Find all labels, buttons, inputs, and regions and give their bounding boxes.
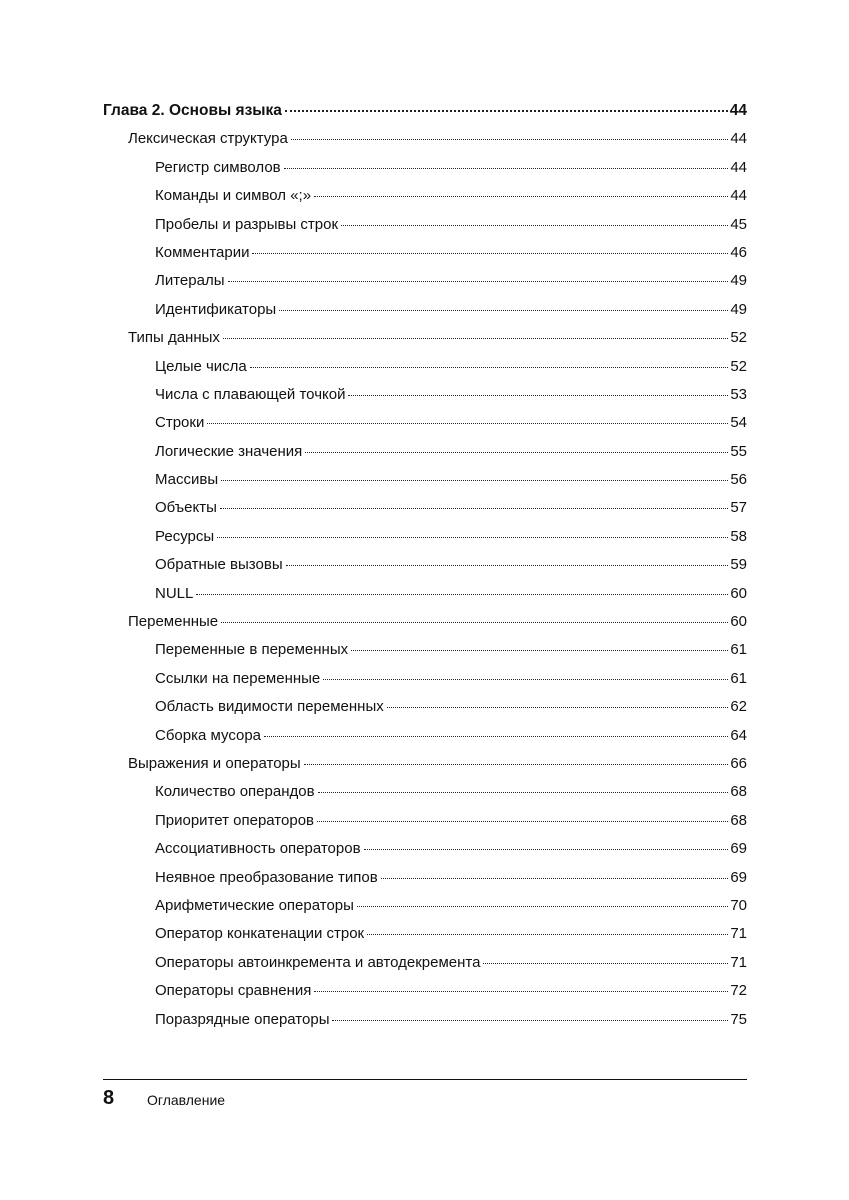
dot-leader [250, 367, 729, 368]
dot-leader [348, 395, 728, 396]
toc-entry-page: 49 [730, 300, 747, 318]
toc-entry-page: 64 [730, 726, 747, 744]
toc-subsection-entry[interactable] [103, 778, 747, 806]
toc-entry-title: Глава 2. Основы языка [103, 102, 282, 119]
toc-entry-page: 53 [730, 385, 747, 403]
toc-entry-title: Область видимости переменных [155, 698, 384, 716]
toc-subsection-entry[interactable] [103, 949, 747, 977]
toc-entry-title: Поразрядные операторы [155, 1010, 330, 1028]
dot-leader [317, 821, 728, 822]
toc-subsection-entry[interactable] [103, 409, 747, 437]
toc-entry-title: Арифметические операторы [155, 896, 354, 914]
dot-leader [279, 310, 728, 311]
toc-entry-page: 49 [730, 272, 747, 290]
toc-entry-page: 54 [730, 414, 747, 432]
toc-subsection-entry[interactable] [103, 892, 747, 920]
toc-entry-page: 61 [730, 669, 747, 687]
toc-entry-title: NULL [155, 584, 194, 602]
toc-entry-page: 71 [730, 925, 747, 943]
toc-entry-page: 75 [730, 1010, 747, 1028]
toc-subsection-entry[interactable] [103, 494, 747, 522]
toc-entry-title: Выражения и операторы [128, 754, 301, 772]
toc-entry-page: 68 [730, 783, 747, 801]
toc-entry-page: 69 [730, 840, 747, 858]
toc-subsection-entry[interactable] [103, 693, 747, 721]
toc-entry-title: Литералы [155, 272, 225, 290]
toc-entry-title: Переменные в переменных [155, 641, 349, 659]
dot-leader [351, 650, 728, 651]
toc-entry-page: 46 [730, 243, 747, 261]
dot-leader [284, 168, 729, 169]
toc-subsection-entry[interactable] [103, 211, 747, 239]
toc-entry-title: Целые числа [155, 357, 247, 375]
dot-leader [221, 622, 728, 623]
dot-leader [318, 792, 729, 793]
dot-leader [285, 110, 728, 112]
toc-subsection-entry[interactable] [103, 438, 747, 466]
dot-leader [341, 225, 728, 226]
dot-leader [323, 679, 728, 680]
toc-entry-title: Приоритет операторов [155, 811, 315, 829]
toc-entry-title: Оператор конкатенации строк [155, 925, 365, 943]
toc-entry-title: Ассоциативность операторов [155, 840, 361, 858]
toc-entry-page: 44 [730, 130, 747, 148]
toc-entry-page: 60 [730, 613, 747, 631]
toc-entry-page: 62 [730, 698, 747, 716]
footer-divider [103, 1079, 747, 1080]
dot-leader [304, 764, 729, 765]
toc-entry-page: 44 [730, 187, 747, 205]
toc-subsection-entry[interactable] [103, 835, 747, 863]
toc-entry-title: Регистр символов [155, 158, 281, 176]
footer-page-number: 8 [103, 1087, 115, 1109]
toc-entry-title: Массивы [155, 471, 219, 489]
toc-subsection-entry[interactable] [103, 296, 747, 324]
dot-leader [314, 196, 728, 197]
toc-subsection-entry[interactable] [103, 1006, 747, 1034]
toc-entry-page: 66 [730, 754, 747, 772]
dot-leader [217, 537, 728, 538]
dot-leader [357, 906, 728, 907]
toc-entry-page: 59 [730, 556, 747, 574]
toc-entry-title: Строки [155, 414, 205, 432]
toc-entry-title: Неявное преобразование типов [155, 868, 378, 886]
toc-entry-title: Ссылки на переменные [155, 669, 321, 687]
toc-subsection-entry[interactable] [103, 154, 747, 182]
toc-entry-title: Числа с плавающей точкой [155, 385, 346, 403]
toc-subsection-entry[interactable] [103, 182, 747, 210]
toc-entry-page: 61 [730, 641, 747, 659]
toc-subsection-entry[interactable] [103, 466, 747, 494]
toc-subsection-entry[interactable] [103, 665, 747, 693]
footer-section-label: Оглавление [147, 1092, 226, 1108]
toc-entry-title: Операторы автоинкремента и автодекремента [155, 953, 481, 971]
dot-leader [286, 565, 729, 566]
toc-subsection-entry[interactable] [103, 977, 747, 1005]
toc-entry-page: 45 [730, 215, 747, 233]
toc-section-entry[interactable] [103, 608, 747, 636]
dot-leader [291, 139, 729, 140]
toc-subsection-entry[interactable] [103, 864, 747, 892]
toc-chapter-entry[interactable] [103, 97, 747, 125]
dot-leader [364, 849, 729, 850]
toc-subsection-entry[interactable] [103, 239, 747, 267]
toc-entry-page: 56 [730, 471, 747, 489]
dot-leader [387, 707, 729, 708]
toc-entry-page: 52 [730, 329, 747, 347]
toc-entry-page: 58 [730, 527, 747, 545]
toc-entry-title: Комментарии [155, 243, 250, 261]
toc-entry-title: Пробелы и разрывы строк [155, 215, 339, 233]
dot-leader [252, 253, 728, 254]
toc-entry-title: Операторы сравнения [155, 982, 312, 1000]
toc-entry-title: Переменные [128, 613, 219, 631]
toc-entry-title: Идентификаторы [155, 300, 277, 318]
dot-leader [223, 338, 728, 339]
toc-entry-page: 70 [730, 896, 747, 914]
toc-subsection-entry[interactable] [103, 551, 747, 579]
table-of-contents [103, 97, 747, 1034]
dot-leader [196, 594, 728, 595]
toc-entry-page: 60 [730, 584, 747, 602]
toc-subsection-entry[interactable] [103, 523, 747, 551]
toc-entry-page: 44 [729, 102, 747, 119]
toc-entry-title: Команды и символ «;» [155, 187, 312, 205]
toc-entry-title: Логические значения [155, 442, 303, 460]
toc-entry-page: 57 [730, 499, 747, 517]
dot-leader [305, 452, 728, 453]
toc-subsection-entry[interactable] [103, 722, 747, 750]
toc-subsection-entry[interactable] [103, 381, 747, 409]
dot-leader [332, 1020, 728, 1021]
dot-leader [220, 508, 728, 509]
toc-entry-title: Объекты [155, 499, 217, 517]
dot-leader [381, 878, 729, 879]
toc-entry-title: Типы данных [128, 329, 220, 347]
toc-entry-title: Сборка мусора [155, 726, 262, 744]
toc-entry-page: 44 [730, 158, 747, 176]
toc-section-entry[interactable] [103, 125, 747, 153]
toc-entry-page: 69 [730, 868, 747, 886]
dot-leader [264, 736, 728, 737]
dot-leader [483, 963, 728, 964]
dot-leader [228, 281, 729, 282]
dot-leader [367, 934, 728, 935]
dot-leader [314, 991, 728, 992]
toc-subsection-entry[interactable] [103, 920, 747, 948]
toc-subsection-entry[interactable] [103, 353, 747, 381]
dot-leader [221, 480, 728, 481]
toc-subsection-entry[interactable] [103, 807, 747, 835]
toc-entry-title: Ресурсы [155, 527, 215, 545]
toc-entry-title: Обратные вызовы [155, 556, 283, 574]
toc-section-entry[interactable] [103, 324, 747, 352]
toc-subsection-entry[interactable] [103, 636, 747, 664]
toc-entry-page: 52 [730, 357, 747, 375]
toc-section-entry[interactable] [103, 750, 747, 778]
dot-leader [207, 423, 728, 424]
toc-entry-page: 55 [730, 442, 747, 460]
toc-entry-page: 71 [730, 953, 747, 971]
toc-subsection-entry[interactable] [103, 580, 747, 608]
toc-entry-title: Лексическая структура [128, 130, 288, 148]
toc-entry-page: 72 [730, 982, 747, 1000]
toc-entry-page: 68 [730, 811, 747, 829]
toc-entry-title: Количество операндов [155, 783, 315, 801]
toc-subsection-entry[interactable] [103, 267, 747, 295]
